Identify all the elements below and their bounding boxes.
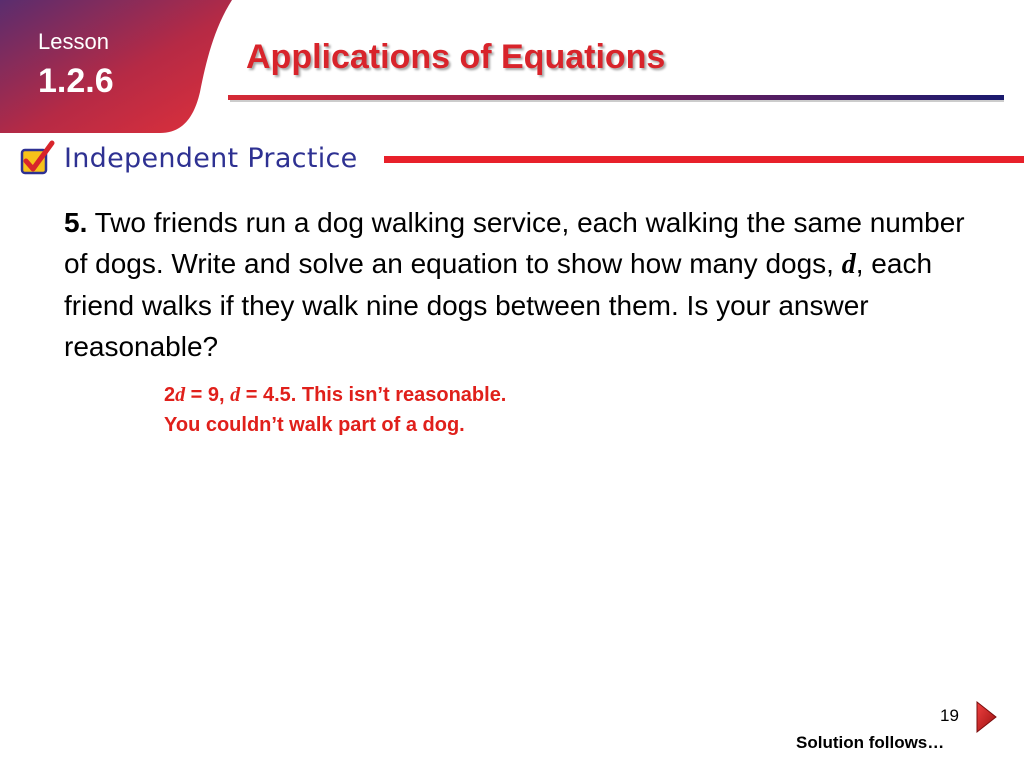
section-rule xyxy=(384,156,1024,163)
problem-variable: d xyxy=(841,249,856,280)
lesson-badge-shape xyxy=(0,0,232,133)
lesson-number: 1.2.6 xyxy=(38,62,114,100)
answer-line-1 xyxy=(164,380,506,410)
problem-text-part2: , each friend walks if they walk nine dogs between them. Is your answer reasonable? xyxy=(64,248,933,362)
solution-follows-note: Solution follows… xyxy=(796,733,945,752)
answer-variable-1: d xyxy=(175,384,186,406)
answer xyxy=(164,380,506,440)
answer-variable-2: d xyxy=(230,384,241,406)
page-number: 19 xyxy=(940,706,959,725)
title-rule xyxy=(228,94,1004,102)
problem-text-part1: Two friends run a dog walking service, each walking the same number of dogs. Write and solve an equation to show how many dogs, xyxy=(64,207,965,279)
slide-title: Applications of Equations xyxy=(246,38,666,76)
checkbox-check-icon xyxy=(20,140,56,176)
lesson-badge xyxy=(0,0,232,133)
problem-number: 5. xyxy=(64,207,88,238)
answer-coefficient: 2 xyxy=(164,384,176,406)
next-arrow-icon[interactable] xyxy=(974,700,998,734)
answer-equals: = 9, xyxy=(185,384,231,406)
problem-text xyxy=(64,202,994,367)
answer-result: = 4.5. This isn’t reasonable. xyxy=(240,384,507,406)
answer-line-2: You couldn’t walk part of a dog. xyxy=(164,414,465,436)
section-heading: Independent Practice xyxy=(64,143,358,174)
lesson-label: Lesson xyxy=(38,29,109,54)
